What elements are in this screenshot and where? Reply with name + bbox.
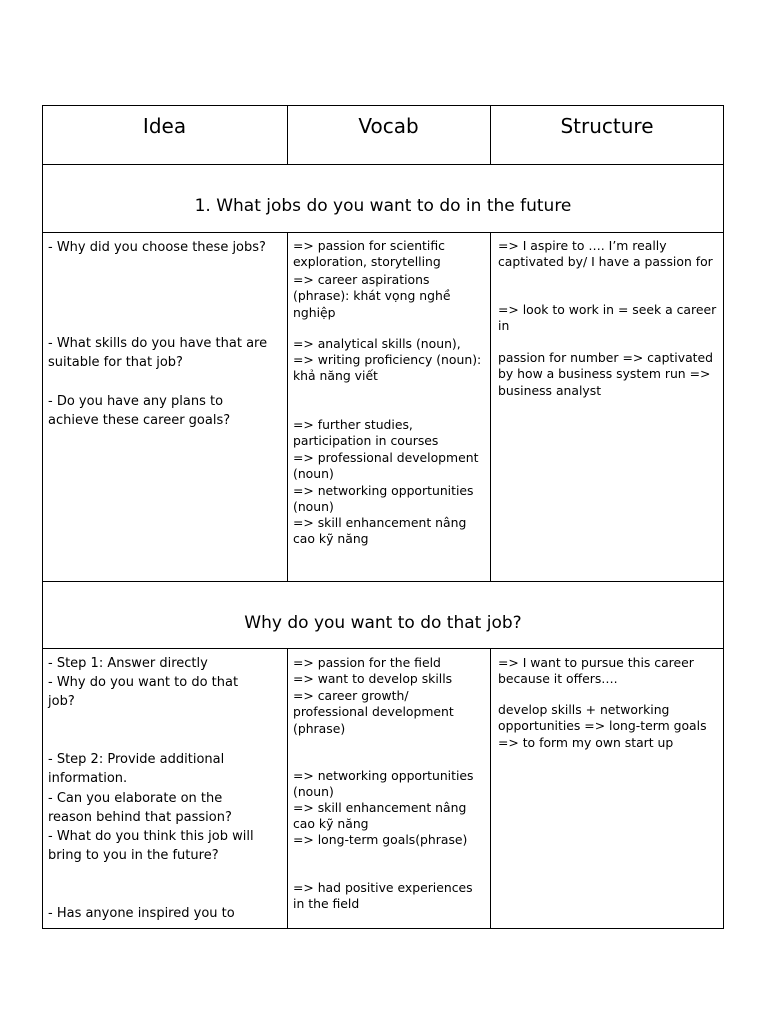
section1-vocab-item: => further studies, participation in courses <box>293 417 439 449</box>
section2-vocab-item: => career growth/ professional development (phrase) <box>293 688 454 736</box>
section2-vocab-item: => had positive experiences in the field <box>293 880 473 912</box>
section1-structure-item: passion for number => captivated by how a business system run => business analyst <box>498 350 714 398</box>
section2-idea-item: - Why do you want to do that job? <box>48 675 239 710</box>
divider-col2-section2 <box>490 648 491 929</box>
section2-title: Why do you want to do that job? <box>244 613 522 633</box>
border-right <box>723 105 724 929</box>
divider-col1-section1 <box>287 232 288 582</box>
header-structure: Structure <box>560 114 654 138</box>
border-header-bottom <box>42 164 724 165</box>
border-top <box>42 105 724 106</box>
section2-structure-item: develop skills + networking opportunities => long-term goals <box>498 702 707 734</box>
border-section1-title-bottom <box>42 232 724 233</box>
section2-idea-item: - Can you elaborate on the reason behind that passion? <box>48 791 232 826</box>
section2-vocab-item: => passion for the field <box>293 655 441 670</box>
border-left <box>42 105 43 929</box>
section2-vocab-item: => long-term goals(phrase) <box>293 832 468 847</box>
section1-vocab-item: => career aspirations (phrase): khát vọng nghề nghiệp <box>293 272 451 320</box>
divider-col2-section1 <box>490 232 491 582</box>
section1-structure-item: => I aspire to …. I’m really captivated by/ I have a passion for <box>498 238 713 270</box>
section2-vocab-item: => want to develop skills <box>293 671 453 686</box>
section2-structure-item: => I want to pursue this career because it offers…. <box>498 655 694 687</box>
section1-idea-q2: - What skills do you have that are suitable for that job? <box>48 336 268 371</box>
section1-idea-q3: - Do you have any plans to achieve these career goals? <box>48 394 231 429</box>
section1-title: 1. What jobs do you want to do in the future <box>194 196 572 216</box>
section1-vocab-item: => analytical skills (noun), <box>293 336 461 351</box>
section1-vocab-item: => professional development (noun) <box>293 450 479 482</box>
section2-structure-item: => to form my own start up <box>498 735 674 750</box>
section2-idea-item: - Has anyone inspired you to <box>48 906 235 921</box>
section2-vocab-item: => networking opportunities (noun) <box>293 768 474 800</box>
border-section2-title-bottom <box>42 648 724 649</box>
section1-vocab-item: => writing proficiency (noun): khả năng viết <box>293 352 482 384</box>
section2-idea-item: - Step 2: Provide additional information. <box>48 752 225 787</box>
section2-idea-item: - What do you think this job will bring to you in the future? <box>48 829 254 864</box>
section2-idea-item: - Step 1: Answer directly <box>48 656 208 671</box>
section1-vocab-item: => passion for scientific exploration, storytelling <box>293 238 445 270</box>
section1-vocab-item: => skill enhancement nâng cao kỹ năng <box>293 515 467 547</box>
section1-vocab-item: => networking opportunities (noun) <box>293 483 474 515</box>
header-vocab: Vocab <box>358 114 419 138</box>
section2-vocab-item: => skill enhancement nâng cao kỹ năng <box>293 800 467 832</box>
border-section1-bottom <box>42 581 724 582</box>
border-bottom <box>42 928 724 929</box>
header-idea: Idea <box>142 114 187 138</box>
section1-structure-item: => look to work in = seek a career in <box>498 302 717 334</box>
divider-col1-section2 <box>287 648 288 929</box>
section1-idea-q1: - Why did you choose these jobs? <box>48 240 266 255</box>
